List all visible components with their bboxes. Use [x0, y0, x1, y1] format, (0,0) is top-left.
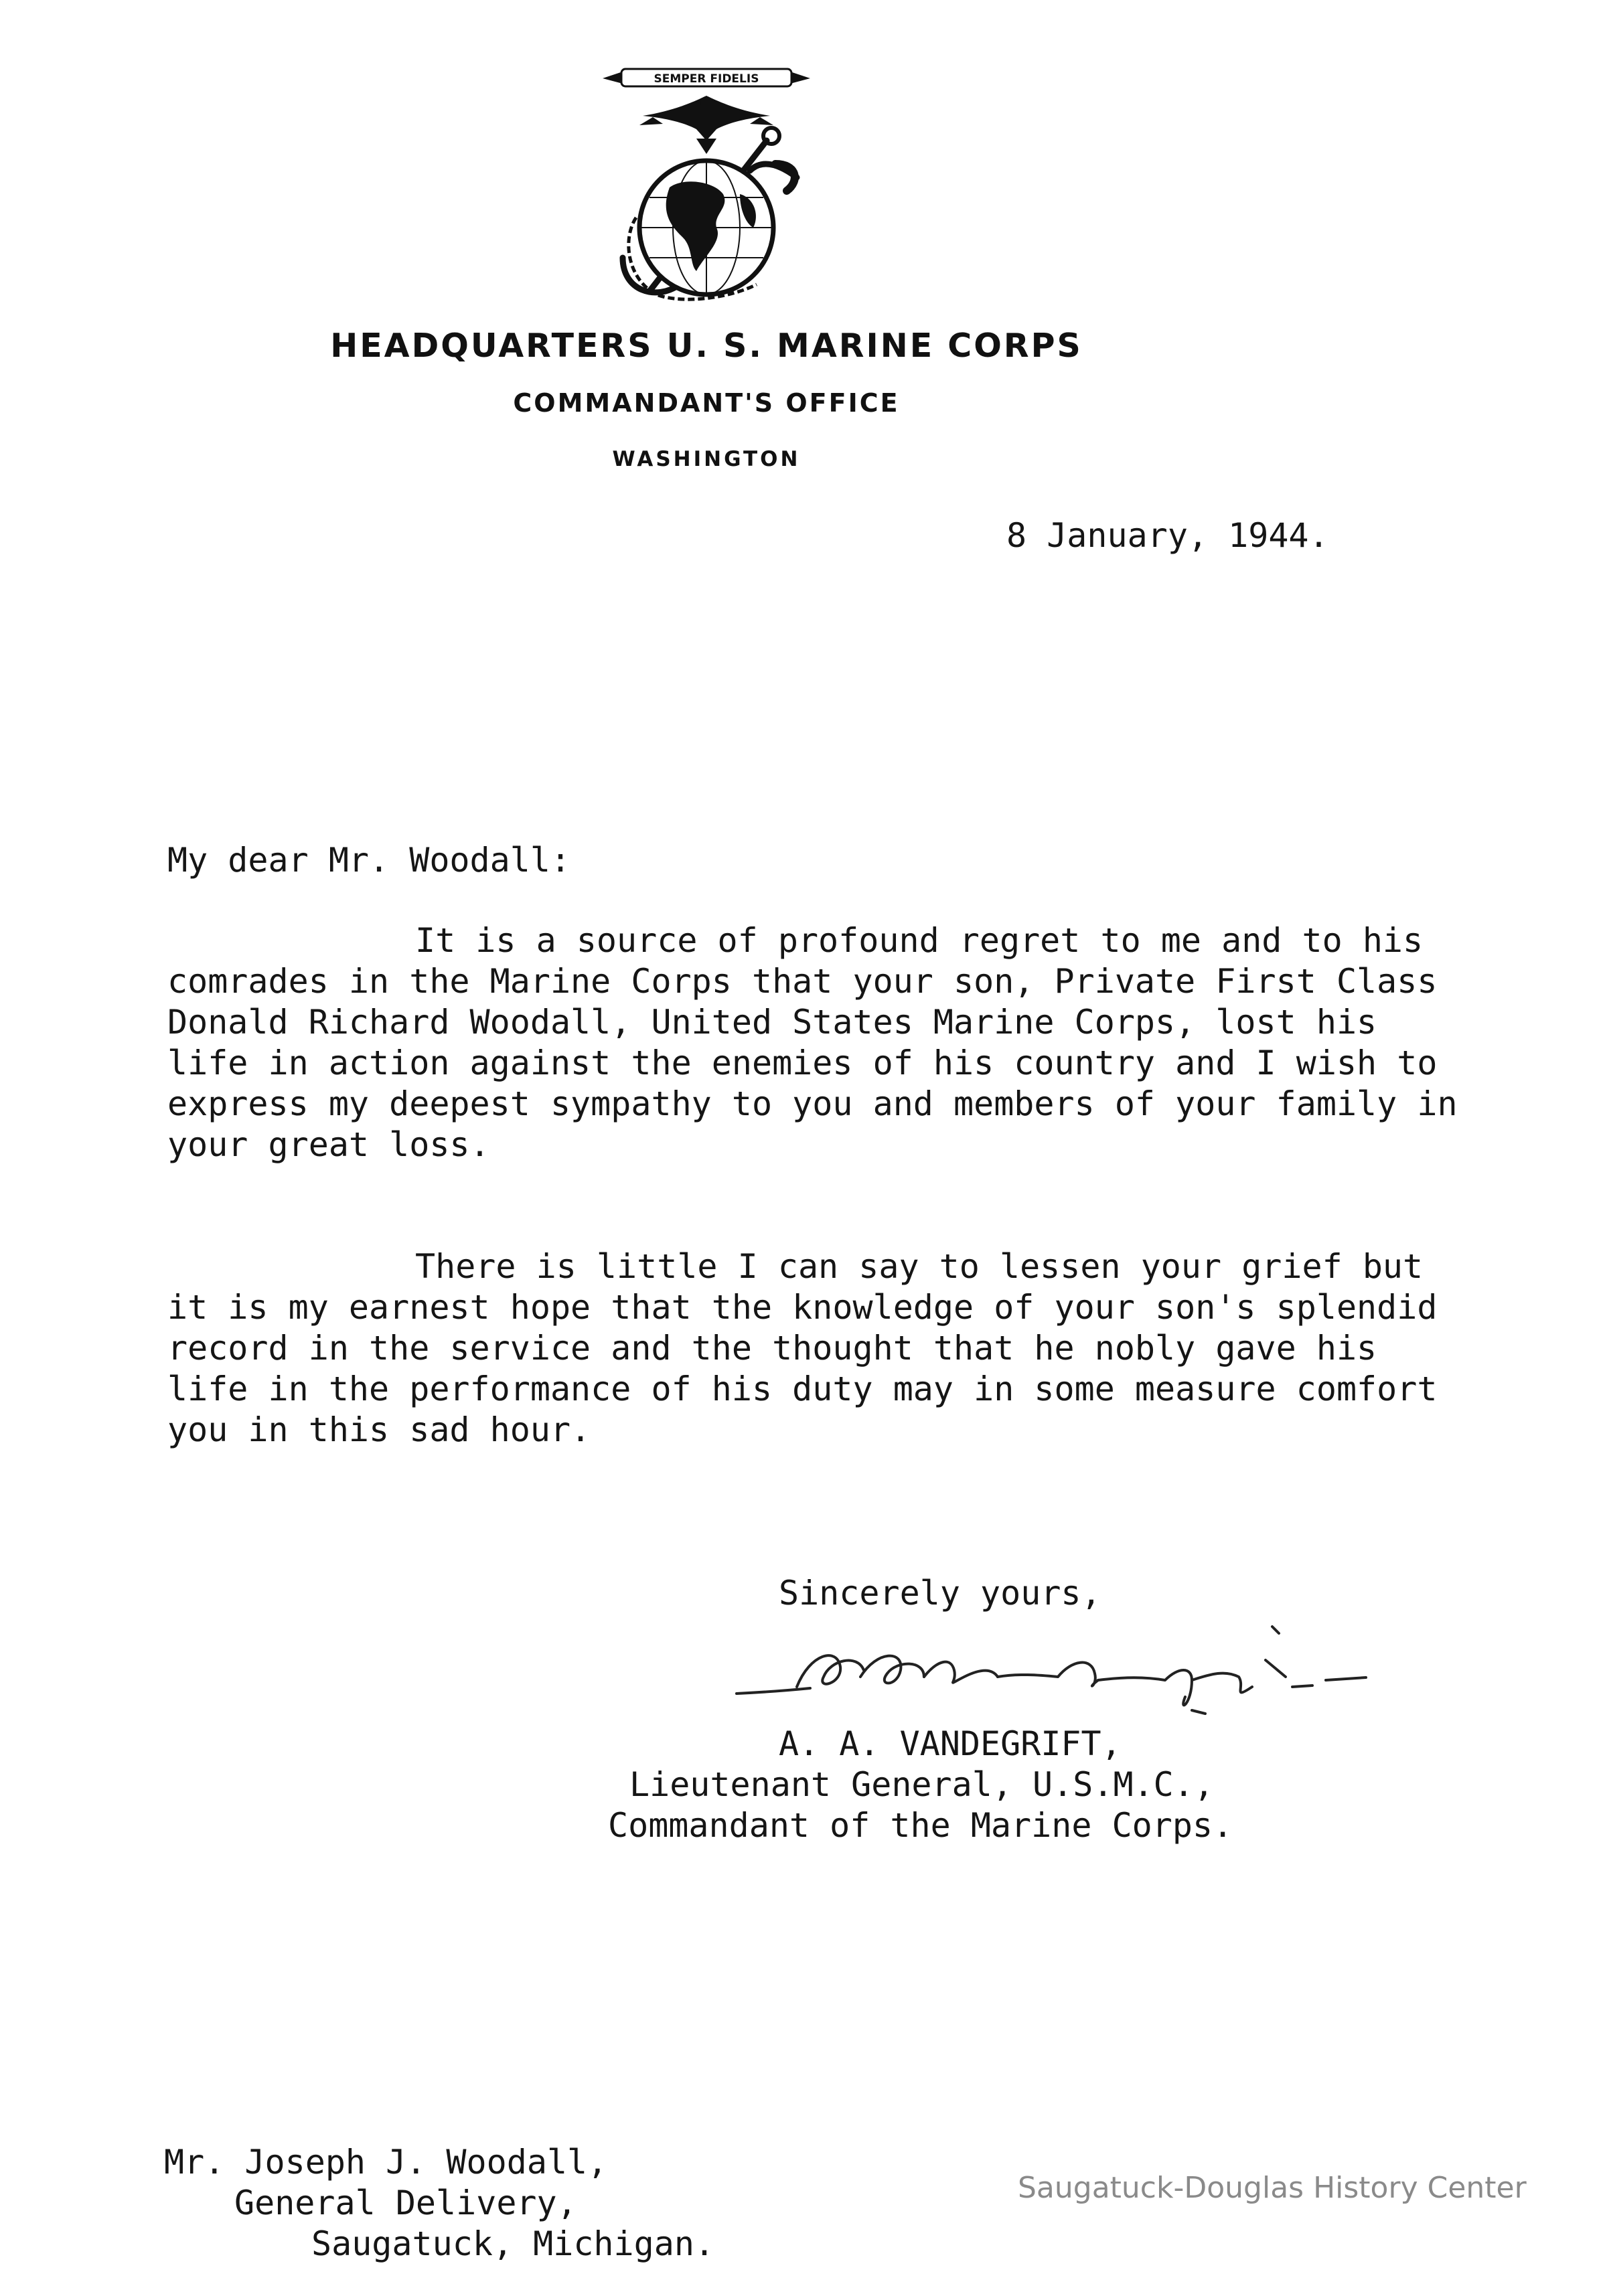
signer-title: Commandant of the Marine Corps.: [608, 1806, 1233, 1845]
motto-text: SEMPER FIDELIS: [654, 72, 759, 86]
letterhead-office: COMMANDANT'S OFFICE: [513, 388, 900, 418]
salutation: My dear Mr. Woodall:: [167, 841, 571, 880]
marine-corps-emblem: [596, 64, 817, 311]
body-paragraph-2: There is little I can say to lessen your grief but it is my earnest hope that the knowledge of your son's splendid record in the service and the thought that he nobly gave his life in the performance of his duty may in some measure comfort you in this sad hour.: [167, 1247, 1458, 1449]
closing: Sincerely yours,: [779, 1574, 1101, 1613]
eagle-icon: [639, 96, 773, 154]
letterhead-city: WASHINGTON: [612, 447, 801, 471]
handwritten-signature: [723, 1613, 1440, 1727]
globe-icon: [639, 161, 773, 295]
signer-rank: Lieutenant General, U.S.M.C.,: [629, 1765, 1214, 1804]
recipient-delivery: General Delivery,: [234, 2184, 577, 2222]
motto-ribbon: [603, 69, 810, 86]
archive-watermark: Saugatuck-Douglas History Center: [1018, 2171, 1527, 2205]
recipient-name: Mr. Joseph J. Woodall,: [164, 2143, 608, 2182]
signer-name: A. A. VANDEGRIFT,: [779, 1724, 1122, 1763]
body-paragraph-1: It is a source of profound regret to me and to his comrades in the Marine Corps that your son, Private First Class Donald Richard Woodall, United States Marine Corps, lost his life in action against the enemies of his country and I wish to express my deepest sympathy to you and members of your family in your great loss.: [167, 921, 1478, 1164]
recipient-city: Saugatuck, Michigan.: [311, 2224, 715, 2263]
letter-date: 8 January, 1944.: [1006, 516, 1329, 555]
letterhead-headquarters: HEADQUARTERS U. S. MARINE CORPS: [330, 327, 1083, 365]
